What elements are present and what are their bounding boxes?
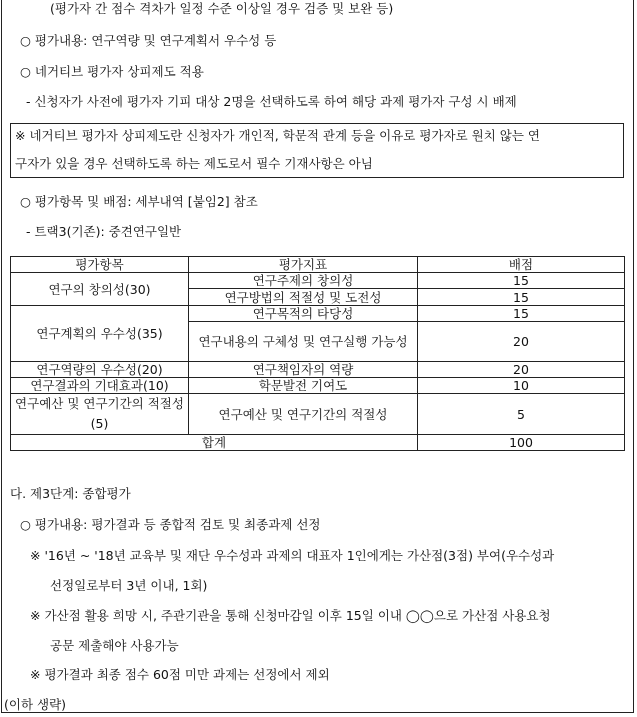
- col-header-score: 배점: [418, 257, 625, 273]
- col-header-indicator: 평가지표: [189, 257, 418, 273]
- indicator-cell: 연구책임자의 역량: [189, 362, 418, 378]
- evaluation-criteria-table: [10, 256, 625, 451]
- omitted-footer: (이하 생략): [4, 697, 67, 712]
- table-total-row: [11, 435, 625, 451]
- score-cell: 10: [418, 378, 625, 394]
- eval-content-item: ○ 평가내용: 연구역량 및 연구계획서 우수성 등: [20, 33, 277, 48]
- category-cell: 연구예산 및 연구기간의 적절성(5): [11, 394, 189, 435]
- stage3-content: ○ 평가내용: 평가결과 등 종합적 검토 및 최종과제 선정: [20, 517, 321, 532]
- note-line-1: ※ 네거티브 평가자 상피제도란 신청자가 개인적, 학문적 관계 등을 이유로 평가자로 원치 않는 연: [15, 128, 540, 143]
- category-cell: 연구결과의 기대효과(10): [11, 378, 189, 394]
- score-cell: 15: [418, 273, 625, 289]
- note-line-2: 구자가 있을 경우 선택하도록 하는 제도로서 필수 기재사항은 아님: [15, 156, 373, 171]
- score-cell: 20: [418, 362, 625, 378]
- category-cell: 연구의 창의성(30): [11, 273, 189, 306]
- negative-reviewer-note-box: [10, 123, 624, 178]
- category-cell: 연구계획의 우수성(35): [11, 306, 189, 362]
- indicator-cell: 학문발전 기여도: [189, 378, 418, 394]
- criteria-heading: ○ 평가항목 및 배점: 세부내역 [붙임2] 참조: [20, 194, 258, 209]
- score-cell: 5: [418, 394, 625, 435]
- table-row: [11, 306, 625, 322]
- stage3-heading: 다. 제3단계: 종합평가: [10, 486, 131, 501]
- indicator-cell: 연구주제의 창의성: [189, 273, 418, 289]
- negative-reviewer-item: ○ 네거티브 평가자 상피제도 적용: [20, 64, 204, 79]
- table-row: [11, 273, 625, 289]
- category-cell: 연구역량의 우수성(20): [11, 362, 189, 378]
- verification-note: (평가자 간 점수 격차가 일정 수준 이상일 경우 검증 및 보완 등): [50, 1, 394, 16]
- indicator-cell: 연구목적의 타당성: [189, 306, 418, 322]
- score-cell: 20: [418, 322, 625, 362]
- indicator-cell: 연구예산 및 연구기간의 적절성: [189, 394, 418, 435]
- table-row: [11, 394, 625, 435]
- indicator-cell: 연구방법의 적절성 및 도전성: [189, 289, 418, 306]
- cutoff-note: ※ 평가결과 최종 점수 60점 미만 과제는 선정에서 제외: [30, 667, 330, 682]
- bonus-note-2-cont: 공문 제출해야 사용가능: [50, 638, 179, 653]
- indicator-cell: 연구내용의 구체성 및 연구실행 가능성: [189, 322, 418, 362]
- score-cell: 15: [418, 306, 625, 322]
- table-row: [11, 378, 625, 394]
- total-label: 합계: [11, 435, 418, 451]
- total-value: 100: [418, 435, 625, 451]
- track-label: - 트랙3(기존): 중견연구일반: [26, 224, 182, 239]
- score-cell: 15: [418, 289, 625, 306]
- col-header-category: 평가항목: [11, 257, 189, 273]
- bonus-note-1-cont: 선정일로부터 3년 이내, 1회): [50, 578, 208, 593]
- table-header-row: [11, 257, 625, 273]
- table-row: [11, 362, 625, 378]
- exclusion-rule-item: - 신청자가 사전에 평가자 기피 대상 2명을 선택하도록 하여 해당 과제 평가자 구성 시 배제: [26, 94, 517, 109]
- bonus-note-2: ※ 가산점 활용 희망 시, 주관기관을 통해 신청마감일 이후 15일 이내 ◯◯으로 가산점 사용요청: [30, 608, 551, 623]
- bonus-note-1: ※ '16년 ~ '18년 교육부 및 재단 우수성과 과제의 대표자 1인에게는 가산점(3점) 부여(우수성과: [30, 548, 555, 563]
